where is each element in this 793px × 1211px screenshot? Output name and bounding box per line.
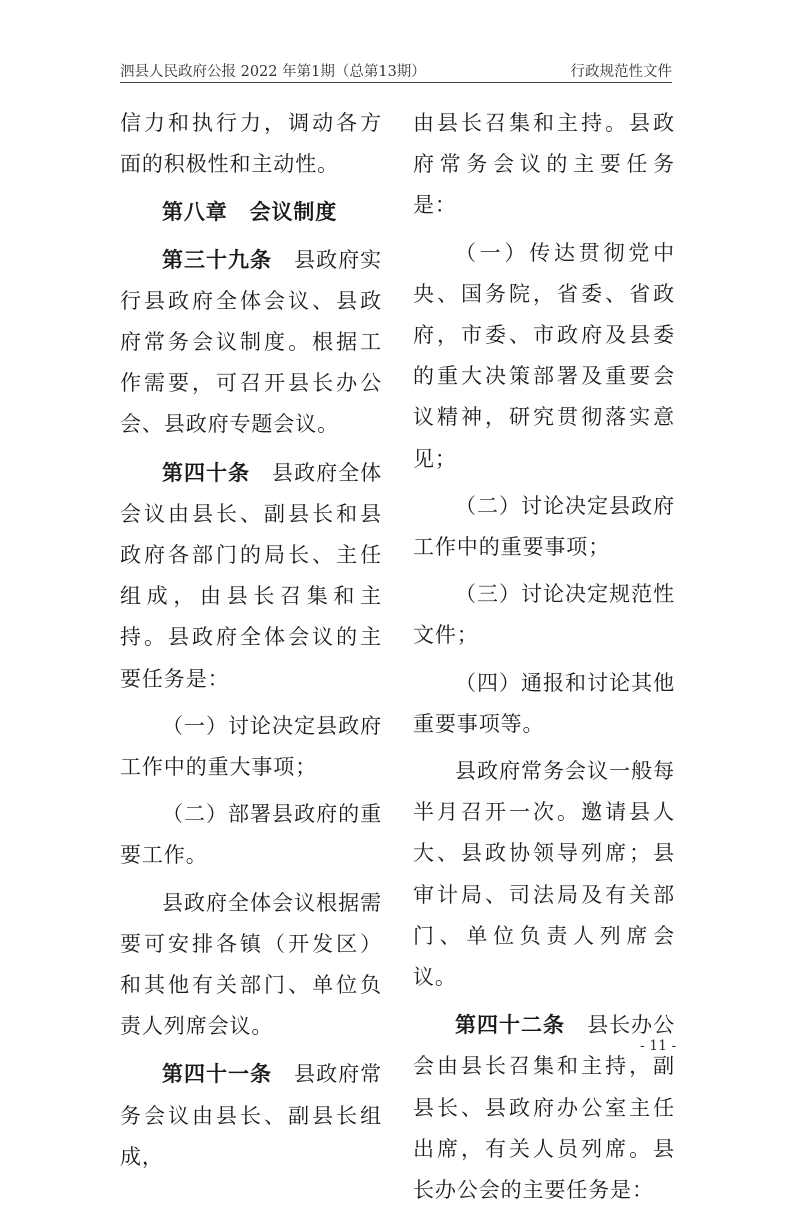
article-39-number: 第三十九条 xyxy=(162,246,273,272)
article-42 xyxy=(413,1004,675,1211)
paragraph: 县政府常务会议一般每半月召开一次。邀请县人大、县政协领导列席；县审计局、司法局及有关部门、单位负责人列席会议。 xyxy=(413,759,675,990)
left-column xyxy=(120,103,382,1178)
article-40-number: 第四十条 xyxy=(162,459,251,485)
header-publication: 泗县人民政府公报 2022 年第1期（总第13期） xyxy=(120,64,426,80)
running-header xyxy=(120,56,672,82)
paragraph: 县政府全体会议根据需要可安排各镇（开发区）和其他有关部门、单位负责人列席会议。 xyxy=(120,890,382,1039)
list-item: （三）讨论决定规范性文件； xyxy=(413,582,675,648)
right-column xyxy=(413,103,675,1211)
page-number: - 11 - xyxy=(640,1038,677,1054)
article-39 xyxy=(120,239,382,446)
article-40 xyxy=(120,452,382,700)
list-item: （二）讨论决定县政府工作中的重要事项； xyxy=(413,493,675,560)
paragraph-continued: 由县长召集和主持。县政府常务会议的主要任务是： xyxy=(413,111,675,218)
article-39-text: 县政府实行县政府全体会议、县政府常务会议制度。根据工作需要，可召开县长办公会、县政府专题会议。 xyxy=(120,247,383,437)
article-42-text: 县长办公会由县长召集和主持，副县长、县政府办公室主任出席，有关人员列席。县长办公会的主要任务是： xyxy=(413,1013,676,1203)
article-42-number: 第四十二条 xyxy=(455,1012,566,1038)
list-item: （一）传达贯彻党中央、国务院，省委、省政府，市委、市政府及县委的重大决策部署及重要会议精神，研究贯彻落实意见； xyxy=(413,240,675,471)
list-item: （一）讨论决定县政府工作中的重大事项； xyxy=(120,713,382,780)
article-41-text: 县政府常务会议由县长、副县长组成， xyxy=(120,1062,383,1169)
header-section: 行政规范性文件 xyxy=(570,64,672,80)
list-item: （四）通报和讨论其他重要事项等。 xyxy=(413,670,675,736)
article-41 xyxy=(120,1053,382,1178)
paragraph-continued: 信力和执行力，调动各方面的积极性和主动性。 xyxy=(120,111,382,177)
header-divider xyxy=(120,82,672,83)
list-item: （二）部署县政府的重要工作。 xyxy=(120,802,382,868)
article-41-number: 第四十一条 xyxy=(162,1061,273,1087)
article-40-text: 县政府全体会议由县长、副县长和县政府各部门的局长、主任组成，由县长召集和主持。县政府全体会议的主要任务是： xyxy=(120,460,382,691)
chapter-heading: 第八章 会议制度 xyxy=(162,199,338,225)
